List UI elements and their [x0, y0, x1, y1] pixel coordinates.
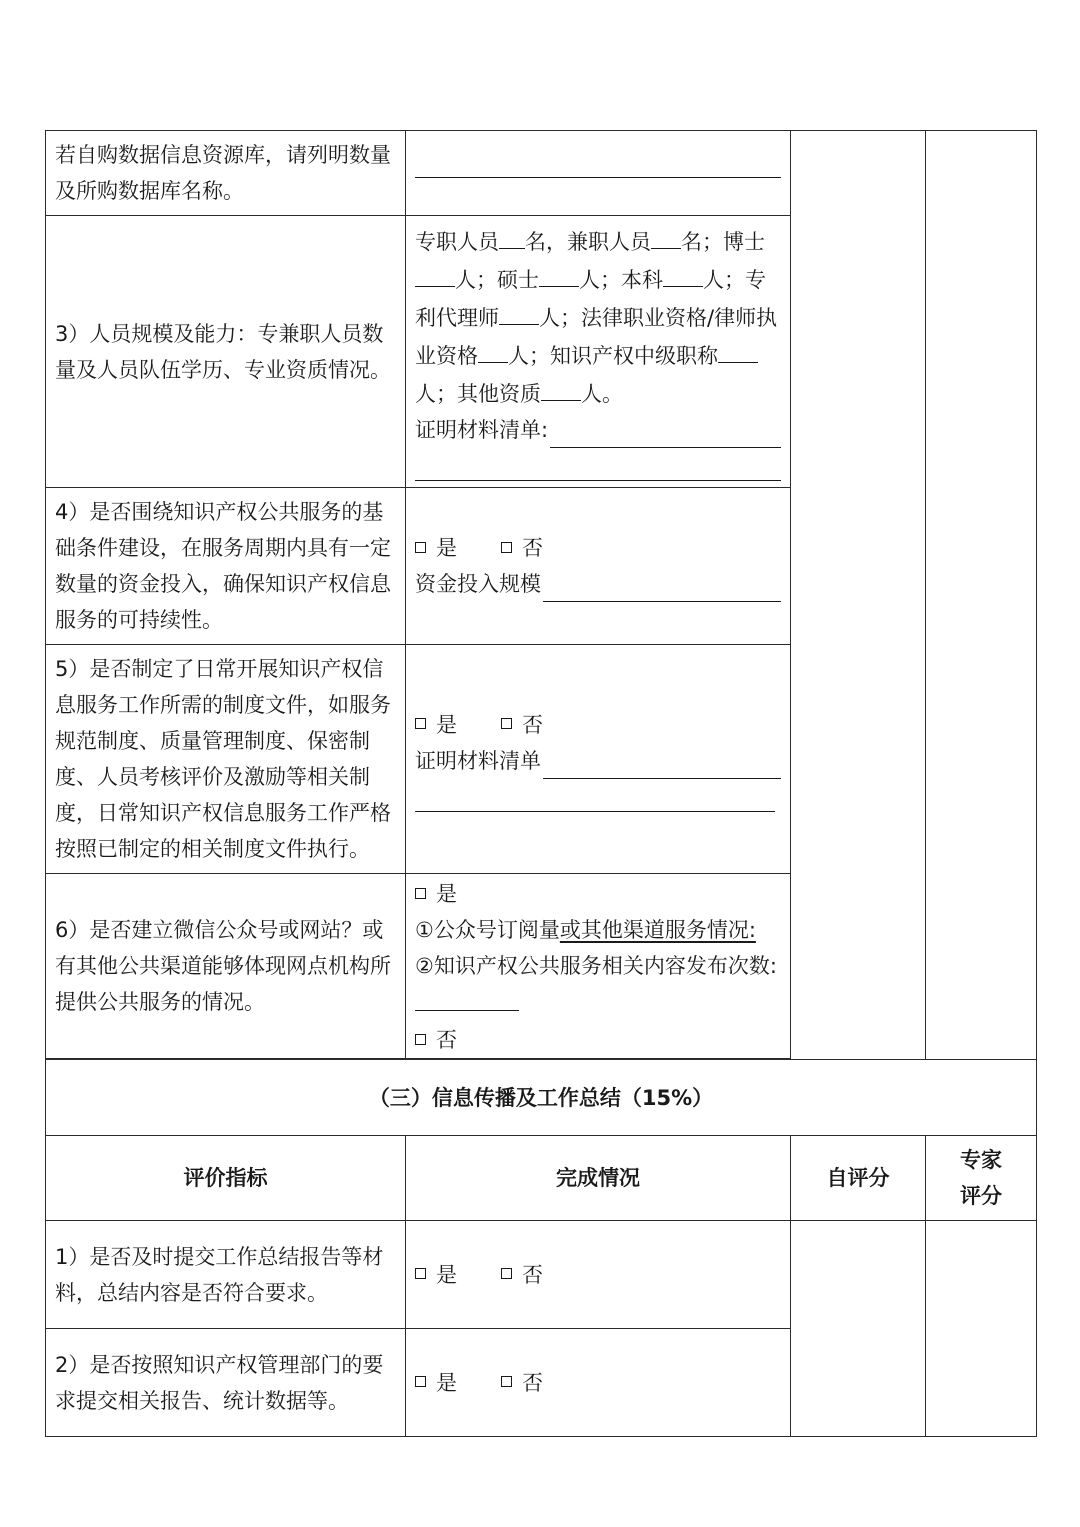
completion-cell [406, 131, 791, 216]
indicator-text: 3）人员规模及能力：专兼职人员数量及人员队伍学历、专业资质情况。 [55, 321, 391, 382]
indicator-text: 2）是否按照知识产权管理部门的要求提交相关报告、统计数据等。 [55, 1352, 384, 1413]
bachelor-label: 人；本科 [579, 268, 663, 292]
completion-cell [406, 488, 791, 645]
option-label: 否 [436, 1028, 457, 1052]
patent-agent-label: 人；专利代理师 [415, 268, 766, 330]
option-yes[interactable] [415, 876, 781, 912]
proof-list-row [415, 412, 781, 448]
checkbox-icon[interactable] [415, 1268, 426, 1279]
completion-cell [406, 1221, 791, 1329]
proof-list-row [415, 743, 781, 779]
option-yes[interactable] [415, 530, 457, 566]
master-count-blank[interactable] [539, 260, 579, 287]
header-self-score: 自评分 [791, 1136, 926, 1221]
completion-cell [406, 645, 791, 874]
subscription-label: ①公众号订阅量 [415, 918, 560, 942]
publish-count-row [415, 948, 781, 1022]
checkbox-icon[interactable] [501, 718, 512, 729]
option-label: 否 [522, 712, 543, 737]
publish-count-blank[interactable] [415, 984, 519, 1011]
option-label: 是 [436, 712, 457, 737]
yes-no-options [415, 707, 781, 743]
section-title: （三）信息传播及工作总结（15%） [46, 1060, 1037, 1136]
indicator-cell [46, 131, 406, 216]
checkbox-icon[interactable] [415, 542, 426, 553]
ip-title-count-blank[interactable] [718, 336, 758, 363]
patent-agent-count-blank[interactable] [499, 298, 539, 325]
sentence-end: 人。 [581, 382, 623, 406]
checkbox-icon[interactable] [415, 1376, 426, 1387]
self-score-cell[interactable] [791, 1221, 926, 1437]
proof-list-blank[interactable] [543, 752, 781, 779]
table-row [46, 1221, 1037, 1329]
indicator-cell [46, 1329, 406, 1437]
proof-list-label: 证明材料清单: [415, 418, 549, 442]
indicator-text: 5）是否制定了日常开展知识产权信息服务工作所需的制度文件，如服务规范制度、质量管理制度、保密制度、人员考核评价及激励等相关制度，日常知识产权信息服务工作严格按照已制定的相关制度文件执行。 [55, 657, 391, 861]
fulltime-label: 专职人员 [415, 230, 499, 254]
option-label: 否 [522, 1370, 543, 1395]
header-expert-score [926, 1136, 1037, 1221]
blank-line[interactable] [415, 781, 775, 812]
indicator-text: 4）是否围绕知识产权公共服务的基础条件建设，在服务周期内具有一定数量的资金投入，确保知识产权信息服务的可持续性。 [55, 500, 391, 632]
indicator-cell [46, 488, 406, 645]
self-score-cell[interactable] [791, 131, 926, 1060]
completion-cell [406, 874, 791, 1059]
completion-cell [406, 1329, 791, 1437]
indicator-text: 6）是否建立微信公众号或网站？或有其他公共渠道能够体现网点机构所提供公共服务的情况。 [55, 918, 391, 1014]
subscription-row [415, 912, 781, 948]
option-no[interactable] [501, 530, 543, 566]
indicator-cell [46, 874, 406, 1059]
option-no[interactable] [501, 1257, 543, 1293]
other-qualification-label: 人；其他资质 [415, 382, 541, 406]
publish-count-label: ②知识产权公共服务相关内容发布次数: [415, 954, 777, 978]
checkbox-icon[interactable] [501, 1376, 512, 1387]
table-row [46, 131, 1037, 216]
checkbox-icon[interactable] [501, 542, 512, 553]
indicator-cell [46, 1221, 406, 1329]
option-no[interactable] [501, 707, 543, 743]
parttime-count-blank[interactable] [651, 222, 681, 249]
header-indicator: 评价指标 [46, 1136, 406, 1221]
option-yes[interactable] [415, 707, 457, 743]
phd-label: 名；博士 [681, 230, 765, 254]
ip-title-label: 人；知识产权中级职称 [508, 344, 718, 368]
funding-row [415, 566, 781, 602]
blank-line[interactable] [415, 450, 781, 481]
header-row [46, 1136, 1037, 1221]
section-title-row [46, 1060, 1037, 1136]
indicator-text: 若自购数据信息资源库，请列明数量及所购数据库名称。 [55, 143, 391, 203]
option-no[interactable] [501, 1365, 543, 1401]
law-qualification-label: 人；法律职业资格/律师执业资格 [415, 306, 778, 368]
parttime-label: 名，兼职人员 [525, 230, 651, 254]
option-label: 是 [436, 1262, 457, 1287]
option-label: 否 [522, 536, 543, 560]
master-label: 人；硕士 [455, 268, 539, 292]
fulltime-count-blank[interactable] [499, 222, 525, 249]
completion-cell [406, 216, 791, 488]
indicator-cell [46, 645, 406, 874]
option-label: 是 [436, 536, 457, 560]
checkbox-icon[interactable] [415, 1034, 426, 1045]
law-count-blank[interactable] [478, 336, 508, 363]
checkbox-icon[interactable] [501, 1268, 512, 1279]
yes-no-options [415, 530, 781, 566]
funding-blank[interactable] [543, 575, 781, 602]
expert-score-cell[interactable] [926, 131, 1037, 1060]
header-expert-line2: 评分 [960, 1184, 1002, 1208]
phd-count-blank[interactable] [415, 260, 455, 287]
option-no[interactable] [415, 1022, 781, 1058]
header-completion: 完成情况 [406, 1136, 791, 1221]
proof-list-label: 证明材料清单 [415, 748, 541, 773]
other-count-blank[interactable] [541, 374, 581, 401]
option-yes[interactable] [415, 1257, 457, 1293]
evaluation-table [45, 130, 1037, 1437]
option-label: 是 [436, 882, 457, 906]
proof-list-blank[interactable] [550, 421, 781, 448]
checkbox-icon[interactable] [415, 888, 426, 899]
funding-label: 资金投入规模 [415, 572, 541, 596]
expert-score-cell[interactable] [926, 1221, 1037, 1437]
option-label: 是 [436, 1370, 457, 1395]
option-label: 否 [522, 1262, 543, 1287]
blank-line[interactable] [415, 159, 781, 178]
indicator-text: 1）是否及时提交工作总结报告等材料，总结内容是否符合要求。 [55, 1244, 384, 1305]
other-channels-label[interactable]: 或其他渠道服务情况: [559, 918, 756, 942]
checkbox-icon[interactable] [415, 718, 426, 729]
indicator-cell [46, 216, 406, 488]
bachelor-count-blank[interactable] [663, 260, 703, 287]
header-expert-line1: 专家 [960, 1148, 1002, 1172]
option-yes[interactable] [415, 1365, 457, 1401]
